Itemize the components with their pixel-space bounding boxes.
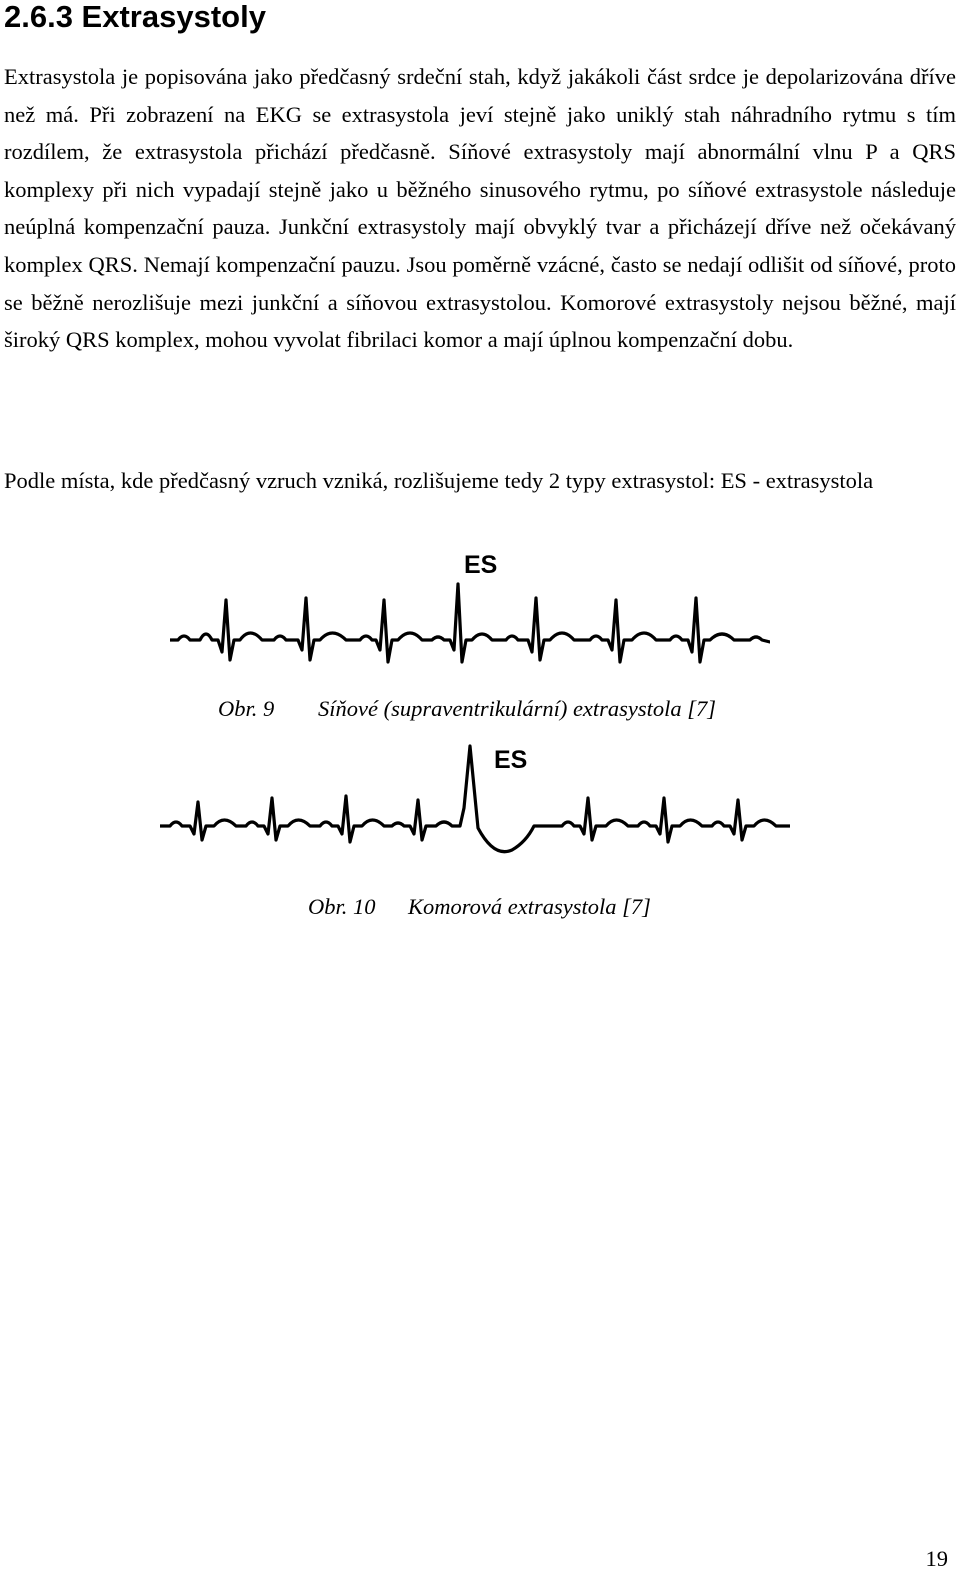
figure-10-caption xyxy=(308,893,651,921)
figure-9-caption-number: Obr. 9 xyxy=(218,696,275,721)
figure-10-ecg-trace xyxy=(160,738,790,863)
figure-10-caption-text: Komorová extrasystola [7] xyxy=(408,894,651,919)
figure-10-es-label: ES xyxy=(494,746,528,774)
figure-9-caption-text: Síňové (supraventrikulární) extrasystola [7] xyxy=(318,696,717,721)
figure-10-caption-number: Obr. 10 xyxy=(308,894,376,919)
page-number: 19 xyxy=(925,1546,948,1571)
figure-9-ecg-trace xyxy=(170,570,770,670)
figure-9-es-label: ES xyxy=(464,551,498,579)
figure-9-caption xyxy=(218,695,716,723)
section-heading: 2.6.3 Extrasystoly xyxy=(4,0,266,34)
body-paragraph-1: Extrasystola je popisována jako předčasný srdeční stah, když jakákoli část srdce je depolarizována dříve než má. Při zobrazení na EKG se extrasystola jeví stejně jako uniklý stah náhradního rytmu s tím rozdílem, že extrasystola přichází předčasně. Síňové extrasystoly mají abnormální vlnu P a QRS komplexy při nich vypadají stejně jako u běžného sinusového rytmu, po síňové extrasystole následuje neúplná kompenzační pauza. Junkční extrasystoly mají obvyklý tvar a přicházejí dříve než očekávaný komplex QRS. Nemají kompenzační pauzu. Jsou poměrně vzácné, často se nedají odlišit od síňové, proto se běžně nerozlišuje mezi junkční a síňovou extrasystolou. Komorové extrasystoly nejsou běžné, mají široký QRS komplex, mohou vyvolat fibrilaci komor a mají úplnou kompenzační dobu. xyxy=(4,64,956,353)
body-paragraph-2: Podle místa, kde předčasný vzruch vzniká, rozlišujeme tedy 2 typy extrasystol: ES - extrasystola xyxy=(4,468,874,493)
